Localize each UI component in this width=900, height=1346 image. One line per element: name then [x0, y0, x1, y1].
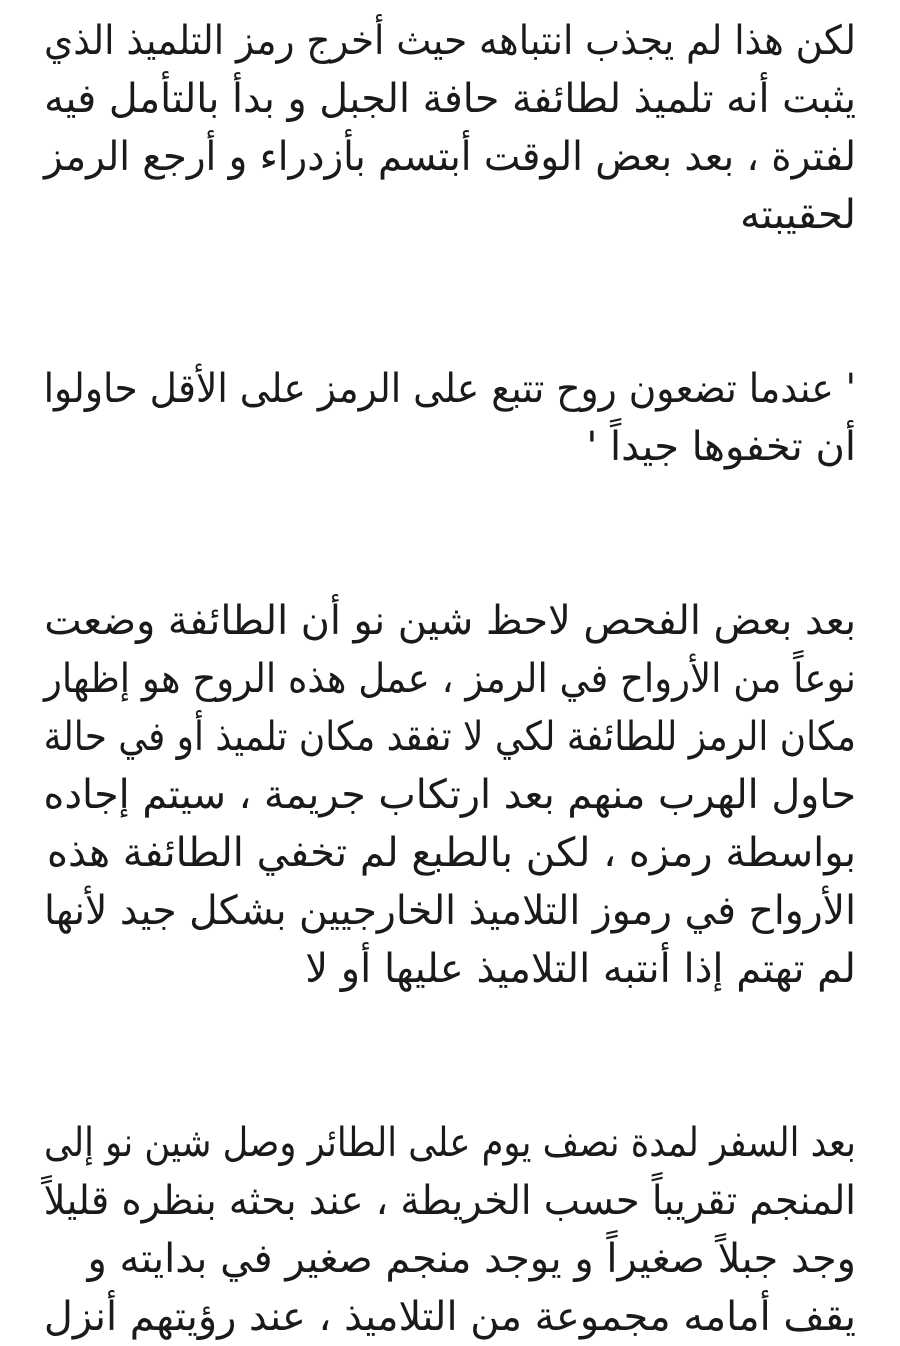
text-line: المنجم تقريباً حسب الخريطة ، عند بحثه بنظره قليلاً	[43, 1178, 856, 1224]
text-line: بعد السفر لمدة نصف يوم على الطائر وصل شين نو إلى	[44, 1120, 857, 1166]
paragraph-4	[44, 1114, 856, 1346]
text-line: لكن هذا لم يجذب انتباهه حيث أخرج رمز التلميذ الذي	[44, 18, 856, 64]
text-line: يثبت أنه تلميذ لطائفة حافة الجبل و بدأ بالتأمل فيه	[44, 76, 856, 122]
text-line: بواسطة رمزه ، لكن بالطبع لم تخفي الطائفة هذه	[47, 830, 856, 876]
text-line: وجد جبلاً صغيراً و يوجد منجم صغير في بدايته و	[87, 1236, 856, 1282]
text-line: لفترة ، بعد بعض الوقت أبتسم بأزدراء و أرجع الرمز	[43, 134, 856, 180]
text-line: لم تهتم إذا أنتبه التلاميذ عليها أو لا	[305, 946, 856, 992]
paragraph-spacer	[44, 244, 856, 360]
text-line: ' عندما تضعون روح تتبع على الرمز على الأقل حاولوا	[43, 366, 857, 412]
text-line: أن تخفوها جيداً '	[586, 424, 856, 470]
text-line: يقف أمامه مجموعة من التلاميذ ، عند رؤيتهم أنزل	[43, 1294, 856, 1340]
text-line: الأرواح في رموز التلاميذ الخارجيين بشكل جيد لأنها	[44, 888, 857, 934]
text-line: لحقيبته	[740, 192, 856, 238]
paragraph-3	[44, 592, 856, 998]
paragraph-spacer	[44, 998, 856, 1114]
text-line: مكان الرمز للطائفة لكي لا تفقد مكان تلميذ أو في حالة	[43, 714, 856, 760]
text-line: بعد بعض الفحص لاحظ شين نو أن الطائفة وضعت	[44, 598, 856, 644]
text-line: حاول الهرب منهم بعد ارتكاب جريمة ، سيتم إجاده	[43, 772, 856, 818]
paragraph-spacer	[44, 476, 856, 592]
text-line: نوعاً من الأرواح في الرمز ، عمل هذه الروح هو إظهار	[43, 656, 857, 702]
paragraph-1	[44, 12, 856, 244]
paragraph-2	[44, 360, 856, 476]
